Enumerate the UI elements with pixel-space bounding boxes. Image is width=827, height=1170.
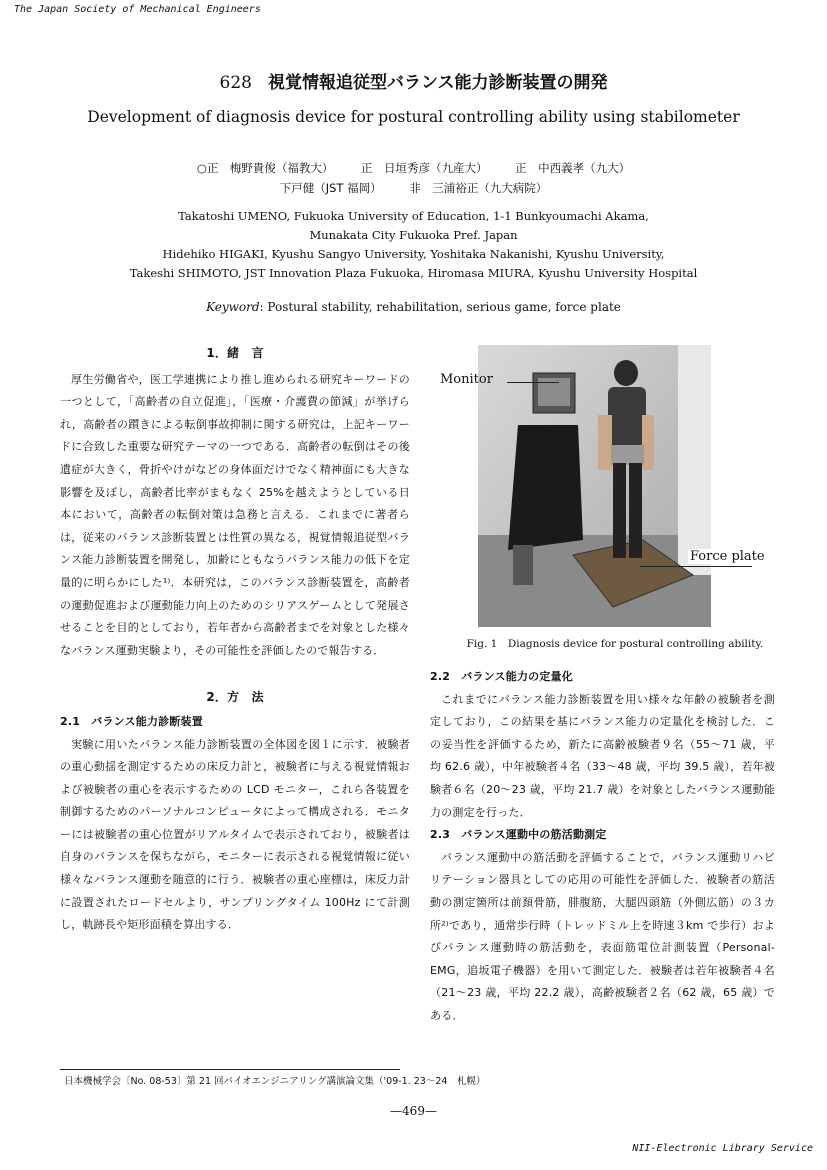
monitor-callout: Monitor: [440, 372, 493, 387]
keyword-line: [0, 300, 827, 314]
authors-jp-line2: [0, 178, 827, 198]
author-en-line: Hidehiko HIGAKI, Kyushu Sangyo University, Yoshitaka Nakanishi, Kyushu University,: [162, 247, 665, 261]
section-1-heading: 1．緒 言: [206, 346, 264, 360]
paper-number: 628: [219, 73, 252, 93]
proceedings-note: 日本機械学会〔No. 08-53〕第 21 回バイオエンジニアリング講演論文集（'09-1. 23〜24 札幌）: [64, 1076, 486, 1087]
force-plate-callout: Force plate: [690, 549, 765, 564]
footnote-rule: [60, 1069, 400, 1070]
paper-title-en: Development of diagnosis device for postural controlling ability using stabilometer: [87, 108, 740, 126]
keyword-label: Keyword: [206, 300, 260, 314]
paper-title-jp-text: 視覚情報追従型バランス能力診断装置の開発: [267, 73, 608, 93]
subsection-2-2-body: これまでにバランス能力診断装置を用い様々な年齢の被験者を測定しており，この結果を基にバランス能力の定量化を検討した．この妥当性を評価するため，新たに高齢被験者９名（55〜71 歳，平均 62.6 歳），中年被験者４名（33〜48 歳，平均 39.5 歳），若年被験者６名（20〜23 歳，平均 21.7 歳）を対象としたバランス運動能力の測定を行った．: [430, 692, 775, 819]
author-jp-2: 正 日垣秀彦（九産大）: [361, 161, 488, 175]
authors-jp-line1: [0, 158, 827, 178]
author-jp-1: ○正 梅野貴俊（福教大）: [196, 161, 334, 175]
figure-caption: Fig. 1 Diagnosis device for postural controlling ability.: [466, 638, 764, 650]
section-2-heading: 2．方 法: [206, 690, 264, 705]
author-jp-4: 下戸健（JST 福岡）: [279, 181, 382, 195]
society-header: The Japan Society of Mechanical Engineers: [14, 4, 261, 15]
service-footer: NII-Electronic Library Service: [632, 1143, 813, 1154]
author-en-line: Takatoshi UMENO, Fukuoka University of Education, 1-1 Bunkyoumachi Akama,: [178, 209, 649, 223]
subsection-2-3-body: バランス運動中の筋活動を評価することで，バランス運動リハビリテーション器具としての応用の可能性を評価した．被験者の筋活動の測定箇所は前頚骨筋，腓腹筋，大腿四頭筋（外側広筋）の３カ所²⁾であり，通常歩行時（トレッドミル上を時速３km で歩行）およびバランス運動時の筋活動を，表面筋電位計測装置（Personal-EMG，追坂電子機器）を用いて測定した．被験者は若年被験者４名（21〜23 歳，平均 22.2 歳），高齢被験者２名（62 歳，65 歳）である．: [430, 850, 775, 1022]
authors-jp: [0, 158, 827, 198]
diagnosis-device-photo: [478, 345, 711, 627]
figure-photo: [478, 345, 711, 627]
left-column: [60, 342, 410, 937]
force-plate-leader-line: [640, 566, 752, 567]
subsection-2-3-heading: 2.3 バランス運動中の筋活動測定: [430, 828, 607, 842]
section-1-body: 厚生労働省や，医工学連携により推し進められる研究キーワードの一つとして，「高齢者の自立促進」，「医療・介護費の節減」が挙げられ，高齢者の躓きによる転倒事故抑制に関する研究は，上記キーワードに合致した重要な研究テーマの一つである．高齢者の転倒はその後遺症が大きく，骨折やけがなどの身体面だけでなく精神面にも大きな影響を及ぼし，高齢者比率がまもなく 25%を越えようとしている日本において，高齢者の転倒対策は急務と言える．これまでに著者らは，従来のバランス診断装置とは性質の異なる，視覚情報追従型バランス能力診断装置を開発し，加齢にともなうバランス能力の低下を定量的に明らかにした¹⁾．本研究は，このバランス診断装置を，高齢者の運動促進および運動能力向上のためのシリアスゲームとして発展させることを目的としており，若年者から高齢者までを対象とした様々なバランス運動実験より，その可能性を評価したので報告する．: [60, 372, 410, 657]
author-jp-5: 非 三浦裕正（九大病院）: [409, 181, 548, 195]
subsection-2-2-heading: 2.2 バランス能力の定量化: [430, 670, 573, 683]
subsection-2-1-body: 実験に用いたバランス能力診断装置の全体図を図１に示す．被験者の重心動揺を測定するための床反力計と，被験者に与える視覚情報および被験者の重心を表示するための LCD モニター，これら各装置を制御するためのパーソナルコンピュータによって構成される．モニターには被験者の重心位置がリアルタイムで表示されており，被験者は自身のバランスを保ちながら，モニターに表示される視覚情報に従い様々なバランス運動を随意的に行う．被験者の重心座標は，床反力計に設置されたロードセルより，サンプリングタイム 100Hz にて計測し，軌跡長や矩形面積を算出する．: [60, 737, 410, 932]
keyword-text: : Postural stability, rehabilitation, serious game, force plate: [259, 300, 621, 314]
right-column: [430, 666, 775, 1028]
author-en-line: Takeshi SHIMOTO, JST Innovation Plaza Fukuoka, Hiromasa MIURA, Kyushu University Hospital: [129, 266, 698, 280]
subsection-2-1-heading: 2.1 バランス能力診断装置: [60, 714, 203, 728]
author-jp-3: 正 中西義孝（九大）: [515, 161, 631, 175]
paper-title-jp: [0, 68, 827, 93]
page-number: —469—: [390, 1104, 437, 1118]
authors-en: [0, 207, 827, 283]
monitor-leader-line: [507, 382, 559, 383]
author-en-line: Munakata City Fukuoka Pref. Japan: [309, 228, 518, 242]
